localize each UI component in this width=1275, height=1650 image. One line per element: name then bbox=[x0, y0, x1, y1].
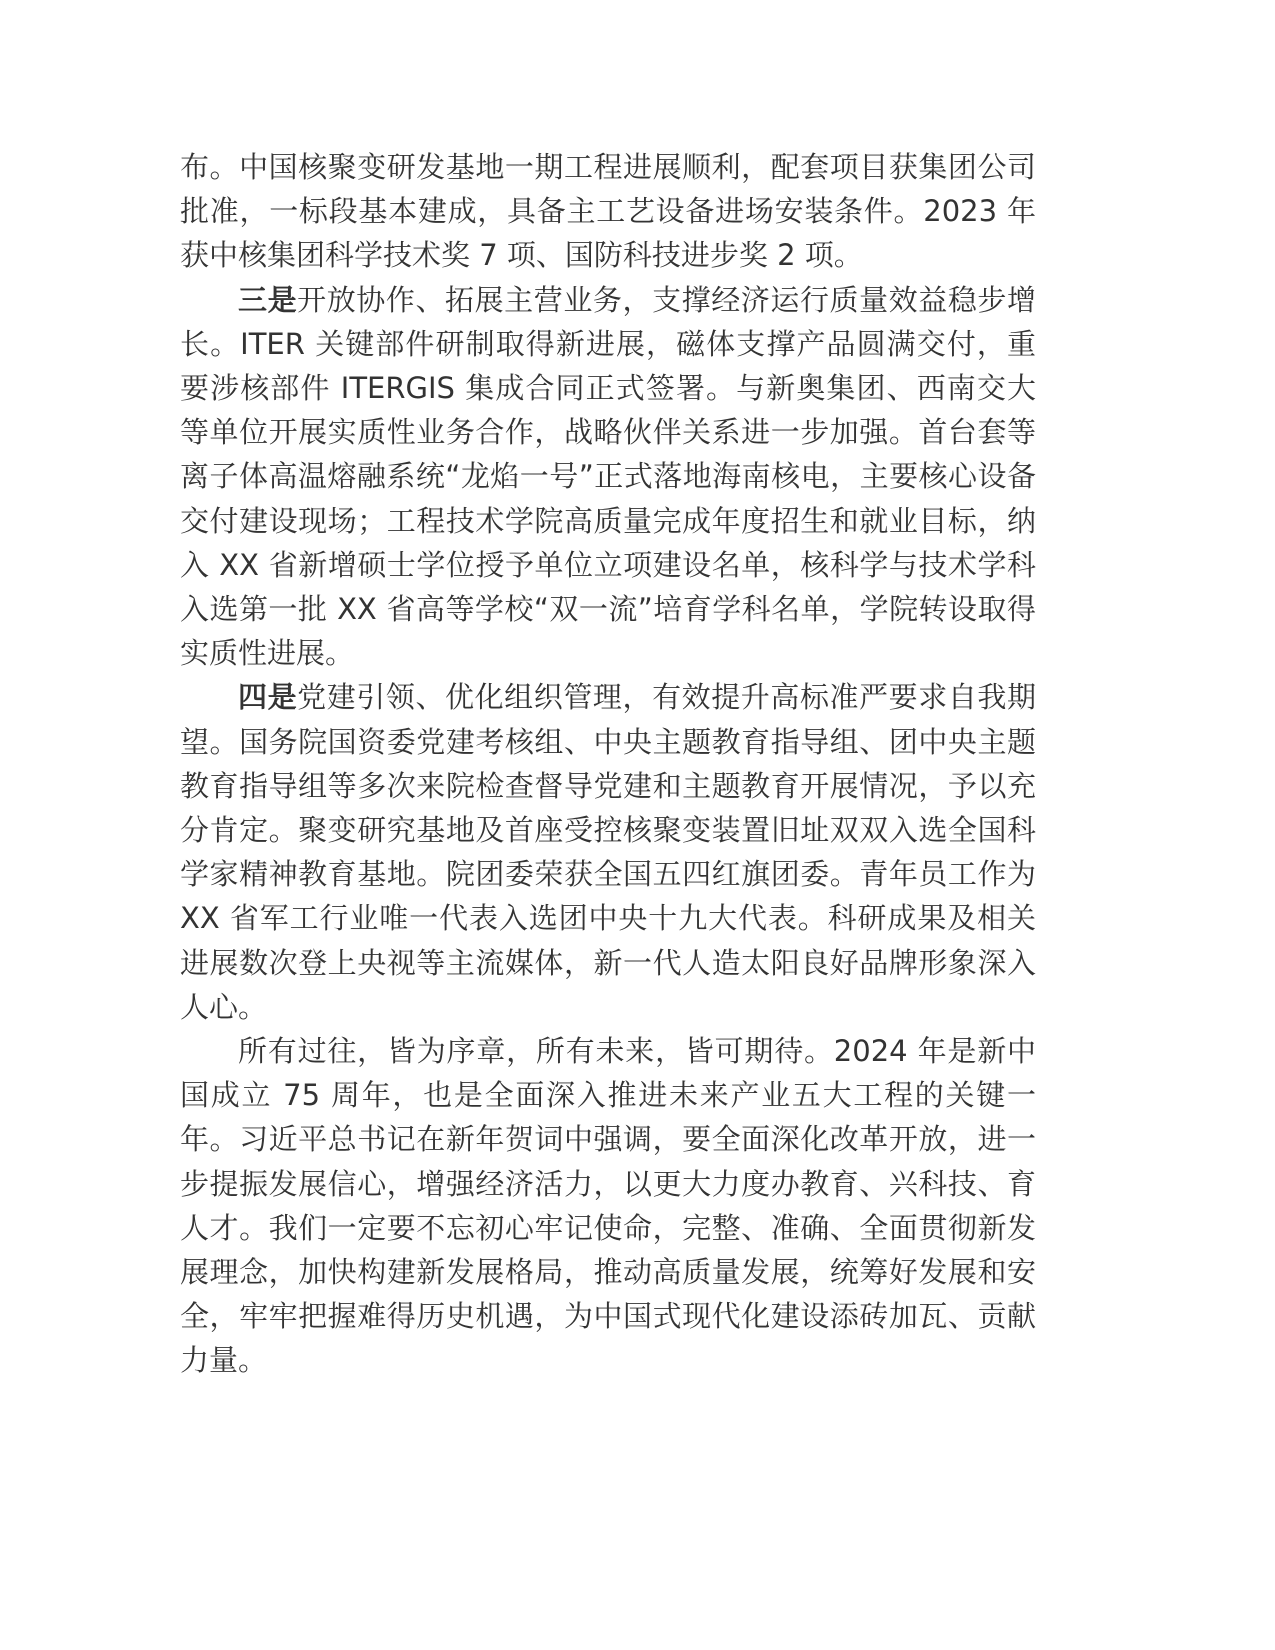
paragraph-lead: 四是 bbox=[238, 680, 298, 715]
paragraph-text: 布。中国核聚变研发基地一期工程进展顺利，配套项目获集团公司批准，一标段基本建成，具备主工艺设备进场安装条件。2023 年获中核集团科学技术奖 7 项、国防科技进步奖 2 项。 bbox=[180, 150, 1036, 273]
paragraph-lead: 三是 bbox=[238, 282, 298, 317]
paragraph-text: 所有过往，皆为序章，所有未来，皆可期待。2024 年是新中国成立 75 周年，也是全面深入推进未来产业五大工程的关键一年。习近平总书记在新年贺词中强调，要全面深化改革开放，进一步提振发展信心，增强经济活力，以更大力度办教育、兴科技、育人才。我们一定要不忘初心牢记使命，完整、准确、全面贯彻新发展理念，加快构建新发展格局，推动高质量发展，统筹好发展和安全，牢牢把握难得历史机遇，为中国式现代化建设添砖加瓦、贡献力量。 bbox=[180, 1034, 1036, 1378]
paragraph-point-three bbox=[180, 278, 1036, 676]
paragraph-conclusion bbox=[180, 1029, 1036, 1383]
paragraph-continuation bbox=[180, 145, 1036, 278]
paragraph-text: 开放协作、拓展主营业务，支撑经济运行质量效益稳步增长。ITER 关键部件研制取得新进展，磁体支撑产品圆满交付，重要涉核部件 ITERGIS 集成合同正式签署。与新奥集团、西南交大等单位开展实质性业务合作，战略伙伴关系进一步加强。首台套等离子体高温熔融系统“龙焰一号”正式落地海南核电，主要核心设备交付建设现场；工程技术学院高质量完成年度招生和就业目标，纳入 XX 省新增硕士学位授予单位立项建设名单，核科学与技术学科入选第一批 XX 省高等学校“双一流”培育学科名单，学院转设取得实质性进展。 bbox=[180, 282, 1036, 671]
paragraph-text: 党建引领、优化组织管理，有效提升高标准严要求自我期望。国务院国资委党建考核组、中央主题教育指导组、团中央主题教育指导组等多次来院检查督导党建和主题教育开展情况，予以充分肯定。聚变研究基地及首座受控核聚变装置旧址双双入选全国科学家精神教育基地。院团委荣获全国五四红旗团委。青年员工作为 XX 省军工行业唯一代表入选团中央十九大代表。科研成果及相关进展数次登上央视等主流媒体，新一代人造太阳良好品牌形象深入人心。 bbox=[180, 680, 1036, 1024]
paragraph-point-four bbox=[180, 675, 1036, 1029]
document-body bbox=[180, 145, 1036, 1383]
